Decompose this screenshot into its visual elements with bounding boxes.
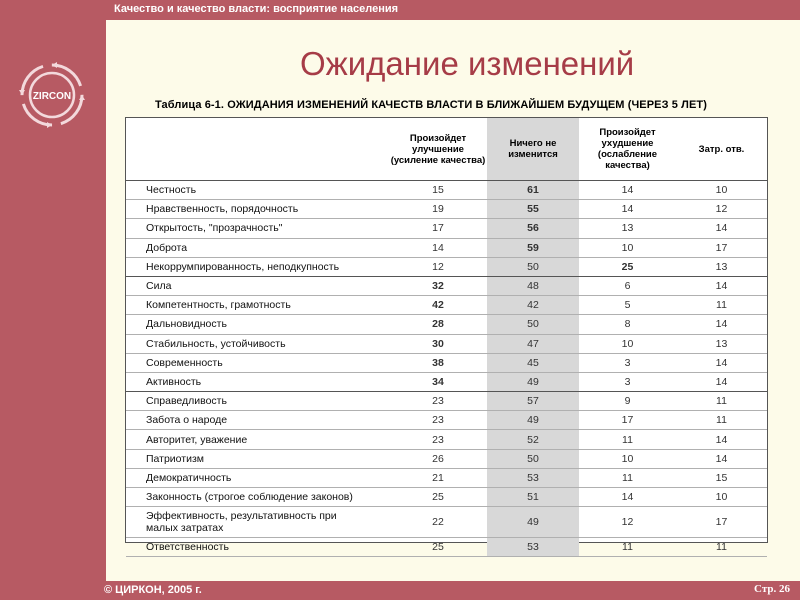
cell-improve: 22	[389, 507, 487, 538]
header-bar	[106, 0, 800, 20]
table-row	[126, 507, 767, 538]
cell-nochange: 59	[487, 238, 579, 257]
cell-worse: 11	[579, 538, 676, 557]
cell-noanswer: 10	[676, 181, 767, 200]
cell-worse: 14	[579, 488, 676, 507]
table-row	[126, 430, 767, 449]
cell-improve: 38	[389, 353, 487, 372]
cell-worse: 3	[579, 353, 676, 372]
cell-worse: 14	[579, 181, 676, 200]
col-header-nochange: Ничего не изменится	[487, 118, 579, 181]
cell-improve: 30	[389, 334, 487, 353]
cell-improve: 25	[389, 538, 487, 557]
table-row	[126, 488, 767, 507]
table-body	[126, 181, 767, 557]
cell-nochange: 45	[487, 353, 579, 372]
cell-improve: 26	[389, 449, 487, 468]
cell-noanswer: 14	[676, 449, 767, 468]
cell-improve: 32	[389, 276, 487, 295]
row-label: Забота о народе	[126, 411, 389, 430]
cell-improve: 12	[389, 257, 487, 276]
cell-noanswer: 13	[676, 257, 767, 276]
table-row	[126, 538, 767, 557]
cell-improve: 28	[389, 315, 487, 334]
table-row	[126, 257, 767, 276]
table-row	[126, 238, 767, 257]
cell-noanswer: 15	[676, 468, 767, 487]
cell-improve: 34	[389, 372, 487, 391]
cell-improve: 21	[389, 468, 487, 487]
cell-worse: 17	[579, 411, 676, 430]
cell-worse: 14	[579, 200, 676, 219]
row-label: Современность	[126, 353, 389, 372]
copyright-text: © ЦИРКОН, 2005 г.	[104, 584, 202, 596]
cell-nochange: 50	[487, 449, 579, 468]
cell-nochange: 56	[487, 219, 579, 238]
row-label: Демократичность	[126, 468, 389, 487]
cell-noanswer: 11	[676, 392, 767, 411]
col-header-improve: Произойдет улучшение (усиление качества)	[390, 132, 486, 166]
table-row	[126, 200, 767, 219]
row-label: Доброта	[126, 238, 389, 257]
cell-noanswer: 14	[676, 353, 767, 372]
cell-worse: 11	[579, 430, 676, 449]
cell-worse: 10	[579, 449, 676, 468]
row-label: Авторитет, уважение	[126, 430, 389, 449]
cell-worse: 13	[579, 219, 676, 238]
cell-nochange: 57	[487, 392, 579, 411]
cell-improve: 23	[389, 392, 487, 411]
zircon-logo	[19, 62, 85, 128]
cell-nochange: 52	[487, 430, 579, 449]
cell-nochange: 55	[487, 200, 579, 219]
cell-worse: 11	[579, 468, 676, 487]
cell-noanswer: 11	[676, 296, 767, 315]
data-table	[125, 117, 768, 554]
cell-worse: 6	[579, 276, 676, 295]
cell-worse: 25	[579, 257, 676, 276]
cell-worse: 9	[579, 392, 676, 411]
table-row	[126, 181, 767, 200]
cell-nochange: 49	[487, 411, 579, 430]
cell-nochange: 49	[487, 372, 579, 391]
cell-noanswer: 12	[676, 200, 767, 219]
header-title: Качество и качество власти: восприятие населения	[114, 3, 399, 15]
cell-improve: 19	[389, 200, 487, 219]
cell-worse: 12	[579, 507, 676, 538]
cell-improve: 15	[389, 181, 487, 200]
cell-noanswer: 14	[676, 219, 767, 238]
table-row	[126, 392, 767, 411]
cell-noanswer: 14	[676, 372, 767, 391]
col-header-noanswer: Затр. отв.	[698, 143, 745, 155]
row-label: Нравственность, порядочность	[126, 200, 389, 219]
page-number: Стр. 26	[754, 583, 790, 595]
cell-noanswer: 14	[676, 276, 767, 295]
row-label: Открытость, "прозрачность"	[126, 219, 389, 238]
cell-improve: 23	[389, 430, 487, 449]
logo-text: ZIRCON	[32, 91, 72, 102]
cell-nochange: 50	[487, 315, 579, 334]
cell-nochange: 61	[487, 181, 579, 200]
table-caption: Таблица 6-1. ОЖИДАНИЯ ИЗМЕНЕНИЙ КАЧЕСТВ ВЛАСТИ В БЛИЖАЙШЕМ БУДУЩЕМ (ЧЕРЕЗ 5 ЛЕТ)	[155, 99, 707, 111]
cell-improve: 14	[389, 238, 487, 257]
table-row	[126, 296, 767, 315]
row-label: Компетентность, грамотность	[126, 296, 389, 315]
col-header-worse: Произойдет ухудшение (ослабление качества)	[597, 127, 658, 171]
table-row	[126, 353, 767, 372]
row-label: Активность	[126, 372, 389, 391]
row-label: Эффективность, результативность при малых затратах	[126, 507, 389, 538]
slide-title: Ожидание изменений	[300, 45, 635, 82]
cell-nochange: 42	[487, 296, 579, 315]
row-label: Сила	[126, 276, 389, 295]
row-label: Дальновидность	[126, 315, 389, 334]
cell-noanswer: 14	[676, 315, 767, 334]
cell-noanswer: 14	[676, 430, 767, 449]
cell-noanswer: 17	[676, 507, 767, 538]
table-row	[126, 372, 767, 391]
cell-noanswer: 11	[676, 538, 767, 557]
row-label: Ответственность	[126, 538, 389, 557]
cell-noanswer: 13	[676, 334, 767, 353]
cell-nochange: 50	[487, 257, 579, 276]
cell-worse: 10	[579, 334, 676, 353]
cell-nochange: 47	[487, 334, 579, 353]
cell-noanswer: 17	[676, 238, 767, 257]
cell-worse: 5	[579, 296, 676, 315]
cell-worse: 3	[579, 372, 676, 391]
cell-improve: 25	[389, 488, 487, 507]
cell-improve: 17	[389, 219, 487, 238]
table-row	[126, 334, 767, 353]
cell-noanswer: 10	[676, 488, 767, 507]
row-label: Справедливость	[126, 392, 389, 411]
cell-nochange: 48	[487, 276, 579, 295]
cell-worse: 8	[579, 315, 676, 334]
table-row	[126, 468, 767, 487]
footer-bar	[0, 581, 800, 600]
table-row	[126, 315, 767, 334]
cell-noanswer: 11	[676, 411, 767, 430]
cell-nochange: 49	[487, 507, 579, 538]
cell-nochange: 51	[487, 488, 579, 507]
header-blank	[126, 118, 389, 181]
cell-improve: 23	[389, 411, 487, 430]
table-row	[126, 449, 767, 468]
row-label: Некоррумпированность, неподкупность	[126, 257, 389, 276]
row-label: Патриотизм	[126, 449, 389, 468]
cell-nochange: 53	[487, 468, 579, 487]
cell-worse: 10	[579, 238, 676, 257]
table-row	[126, 219, 767, 238]
table-row	[126, 276, 767, 295]
row-label: Законность (строгое соблюдение законов)	[126, 488, 389, 507]
row-label: Стабильность, устойчивость	[126, 334, 389, 353]
cell-improve: 42	[389, 296, 487, 315]
row-label: Честность	[126, 181, 389, 200]
cell-nochange: 53	[487, 538, 579, 557]
table-row	[126, 411, 767, 430]
